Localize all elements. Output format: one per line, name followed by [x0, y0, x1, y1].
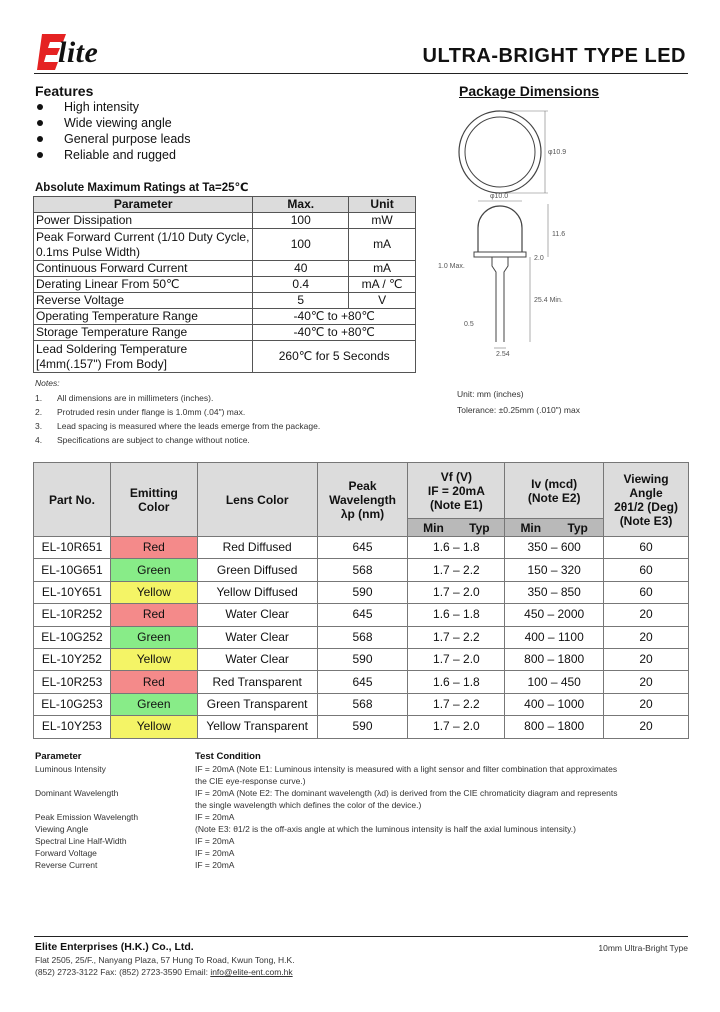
- body-diameter-label: φ10.0: [490, 193, 509, 200]
- ratings-table: [33, 196, 416, 373]
- ratings-header-cell: Max.: [253, 197, 349, 213]
- header-peak-wavelength: Peak Wavelength λp (nm): [317, 463, 408, 537]
- rating-max: -40℃ to +80℃: [253, 309, 416, 325]
- iv-cell: 450 – 2000: [505, 604, 604, 626]
- product-row: [34, 671, 689, 693]
- feature-item: Reliable and rugged: [36, 147, 190, 163]
- viewing-angle-cell: 20: [604, 671, 689, 693]
- iv-cell: 100 – 450: [505, 671, 604, 693]
- header-divider: [34, 73, 688, 74]
- lens-color-cell: Green Diffused: [197, 559, 317, 581]
- ratings-row: [34, 341, 416, 373]
- emitting-color-cell: Yellow: [110, 648, 197, 670]
- led-dome: [478, 206, 522, 252]
- peak-wavelength-cell: 568: [317, 626, 408, 648]
- product-row: [34, 626, 689, 648]
- lens-color-cell: Red Diffused: [197, 537, 317, 559]
- note-item: 3. Lead spacing is measured where the leads emerge from the package.: [35, 421, 321, 431]
- product-row: [34, 648, 689, 670]
- part-no-cell: EL-10G253: [34, 693, 111, 715]
- viewing-angle-cell: 60: [604, 559, 689, 581]
- peak-wavelength-cell: 590: [317, 716, 408, 738]
- test-condition-row: Spectral Line Half-Width IF = 20mA: [35, 836, 235, 846]
- rating-max: -40℃ to +80℃: [253, 325, 416, 341]
- flange-label: 1.0 Max.: [438, 263, 465, 270]
- rating-param: Lead Soldering Temperature [4mm(.157") From Body]: [34, 341, 253, 373]
- emitting-color-cell: Red: [110, 671, 197, 693]
- product-row: [34, 581, 689, 603]
- viewing-angle-cell: 20: [604, 604, 689, 626]
- part-no-cell: EL-10Y253: [34, 716, 111, 738]
- vf-cell: 1.7 – 2.2: [408, 626, 505, 648]
- part-no-cell: EL-10R253: [34, 671, 111, 693]
- lens-color-cell: Green Transparent: [197, 693, 317, 715]
- led-flange: [474, 252, 526, 257]
- part-no-cell: EL-10Y252: [34, 648, 111, 670]
- lens-color-cell: Water Clear: [197, 648, 317, 670]
- iv-min-typ: Min Typ: [505, 519, 604, 537]
- rating-param: Power Dissipation: [34, 213, 253, 229]
- rating-max: 0.4: [253, 277, 349, 293]
- company-contact: (852) 2723-3122 Fax: (852) 2723-3590 Email: info@elite-ent.com.hk: [35, 967, 293, 977]
- notes-list: [35, 391, 320, 447]
- viewing-angle-cell: 20: [604, 693, 689, 715]
- rating-max: 100: [253, 213, 349, 229]
- lead-width-label: 0.5: [464, 321, 474, 328]
- rating-param: Peak Forward Current (1/10 Duty Cycle, 0.1ms Pulse Width): [34, 229, 253, 261]
- iv-cell: 150 – 320: [505, 559, 604, 581]
- lens-color-cell: Water Clear: [197, 626, 317, 648]
- elite-logo: [36, 30, 136, 74]
- rating-unit: mA: [349, 229, 416, 261]
- note-item: 2. Protruded resin under flange is 1.0mm (.04") max.: [35, 407, 246, 417]
- part-no-cell: EL-10G252: [34, 626, 111, 648]
- vf-cell: 1.6 – 1.8: [408, 671, 505, 693]
- rating-max: 40: [253, 261, 349, 277]
- package-dimensions-title: Package Dimensions: [459, 83, 600, 99]
- lens-color-cell: Yellow Transparent: [197, 716, 317, 738]
- peak-wavelength-cell: 568: [317, 559, 408, 581]
- viewing-angle-cell: 20: [604, 648, 689, 670]
- viewing-angle-cell: 60: [604, 581, 689, 603]
- rating-param: Operating Temperature Range: [34, 309, 253, 325]
- notes-title: Notes:: [35, 378, 60, 388]
- product-row: [34, 693, 689, 715]
- lead-length-label: 25.4 Min.: [534, 297, 563, 304]
- test-condition-row: Dominant Wavelength IF = 20mA (Note E2: The dominant wavelength (λd) is derived from the CIE chromaticity diagram and represents: [35, 788, 618, 798]
- ratings-row: [34, 325, 416, 341]
- emitting-color-cell: Red: [110, 537, 197, 559]
- lens-color-cell: Red Transparent: [197, 671, 317, 693]
- vf-cell: 1.6 – 1.8: [408, 537, 505, 559]
- test-conditions-header: Parameter Test Condition: [35, 751, 261, 762]
- feature-item: General purpose leads: [36, 131, 190, 147]
- peak-wavelength-cell: 590: [317, 581, 408, 603]
- test-condition-row: the single wavelength which defines the color of the device.): [195, 800, 422, 810]
- logo-text: lite: [58, 36, 99, 69]
- peak-wavelength-cell: 590: [317, 648, 408, 670]
- emitting-color-cell: Green: [110, 559, 197, 581]
- test-condition-row: Peak Emission Wavelength IF = 20mA: [35, 812, 235, 822]
- header-viewing-angle: Viewing Angle 2θ1/2 (Deg) (Note E3): [604, 463, 689, 537]
- header-lens-color: Lens Color: [197, 463, 317, 537]
- product-row: [34, 604, 689, 626]
- part-no-cell: EL-10R252: [34, 604, 111, 626]
- vf-cell: 1.7 – 2.2: [408, 559, 505, 581]
- company-name: Elite Enterprises (H.K.) Co., Ltd.: [35, 941, 194, 953]
- products-body: [34, 537, 689, 739]
- emitting-color-cell: Green: [110, 693, 197, 715]
- features-list: [36, 99, 190, 163]
- vf-cell: 1.7 – 2.0: [408, 581, 505, 603]
- iv-cell: 400 – 1100: [505, 626, 604, 648]
- peak-wavelength-cell: 568: [317, 693, 408, 715]
- tolerance-note: Tolerance: ±0.25mm (.010") max: [457, 405, 580, 415]
- features-title: Features: [35, 83, 94, 99]
- iv-cell: 800 – 1800: [505, 648, 604, 670]
- header-part-no: Part No.: [34, 463, 111, 537]
- rating-unit: mA: [349, 261, 416, 277]
- vf-min-typ: Min Typ: [408, 519, 505, 537]
- header-iv: Iv (mcd) (Note E2): [505, 463, 604, 519]
- rating-param: Storage Temperature Range: [34, 325, 253, 341]
- note-item: 4. Specifications are subject to change without notice.: [35, 435, 250, 445]
- iv-cell: 400 – 1000: [505, 693, 604, 715]
- test-condition-row: Reverse Current IF = 20mA: [35, 860, 235, 870]
- outer-diameter-label: φ10.9: [548, 149, 567, 156]
- vf-cell: 1.7 – 2.0: [408, 648, 505, 670]
- header-vf: Vf (V) IF = 20mA (Note E1): [408, 463, 505, 519]
- vf-cell: 1.7 – 2.0: [408, 716, 505, 738]
- rating-unit: V: [349, 293, 416, 309]
- unit-note: Unit: mm (inches): [457, 389, 524, 399]
- rating-max: 100: [253, 229, 349, 261]
- ratings-row: [34, 277, 416, 293]
- viewing-angle-cell: 20: [604, 716, 689, 738]
- part-no-cell: EL-10R651: [34, 537, 111, 559]
- company-address: Flat 2505, 25/F., Nanyang Plaza, 57 Hung To Road, Kwun Tong, H.K.: [35, 955, 295, 965]
- ratings-title: Absolute Maximum Ratings at Ta=25℃: [35, 182, 249, 194]
- rating-param: Derating Linear From 50℃: [34, 277, 253, 293]
- rating-max: 260℃ for 5 Seconds: [253, 341, 416, 373]
- emitting-color-cell: Yellow: [110, 716, 197, 738]
- emitting-color-cell: Green: [110, 626, 197, 648]
- top-view-inner-circle: [465, 117, 535, 187]
- lead-spread-label: 2.0: [534, 255, 544, 262]
- part-no-cell: EL-10Y651: [34, 581, 111, 603]
- top-view-outer-circle: [459, 111, 541, 193]
- emitting-color-cell: Red: [110, 604, 197, 626]
- products-table: [33, 462, 689, 739]
- viewing-angle-cell: 60: [604, 537, 689, 559]
- rating-param: Continuous Forward Current: [34, 261, 253, 277]
- product-row: [34, 537, 689, 559]
- ratings-header-cell: Unit: [349, 197, 416, 213]
- header-emitting-color: Emitting Color: [110, 463, 197, 537]
- peak-wavelength-cell: 645: [317, 604, 408, 626]
- iv-cell: 350 – 850: [505, 581, 604, 603]
- peak-wavelength-cell: 645: [317, 537, 408, 559]
- test-condition-row: the CIE eye-response curve.): [195, 776, 306, 786]
- ratings-row: [34, 229, 416, 261]
- product-type-label: 10mm Ultra-Bright Type: [598, 943, 688, 953]
- ratings-row: [34, 261, 416, 277]
- lens-color-cell: Water Clear: [197, 604, 317, 626]
- product-row: [34, 559, 689, 581]
- ratings-header-cell: Parameter: [34, 197, 253, 213]
- rating-unit: mA / ℃: [349, 277, 416, 293]
- emitting-color-cell: Yellow: [110, 581, 197, 603]
- package-drawing: [430, 106, 610, 358]
- lead-right: [504, 257, 508, 342]
- test-condition-row: Forward Voltage IF = 20mA: [35, 848, 235, 858]
- vf-cell: 1.7 – 2.2: [408, 693, 505, 715]
- test-condition-row: Viewing Angle (Note E3: θ1/2 is the off-axis angle at which the luminous intensity is half the axial luminous intensity.): [35, 824, 576, 834]
- rating-unit: mW: [349, 213, 416, 229]
- lens-color-cell: Yellow Diffused: [197, 581, 317, 603]
- ratings-row: [34, 309, 416, 325]
- ratings-row: [34, 293, 416, 309]
- feature-item: Wide viewing angle: [36, 115, 190, 131]
- iv-cell: 800 – 1800: [505, 716, 604, 738]
- ratings-header-row: [34, 197, 416, 213]
- rating-max: 5: [253, 293, 349, 309]
- lead-left: [492, 257, 496, 342]
- pitch-label: 2.54: [496, 351, 510, 358]
- part-no-cell: EL-10G651: [34, 559, 111, 581]
- rating-param: Reverse Voltage: [34, 293, 253, 309]
- document-title: ULTRA-BRIGHT TYPE LED: [422, 45, 686, 67]
- vf-cell: 1.6 – 1.8: [408, 604, 505, 626]
- peak-wavelength-cell: 645: [317, 671, 408, 693]
- note-item: 1. All dimensions are in millimeters (inches).: [35, 393, 214, 403]
- email-link[interactable]: info@elite-ent.com.hk: [210, 967, 293, 977]
- product-row: [34, 716, 689, 738]
- viewing-angle-cell: 20: [604, 626, 689, 648]
- footer-divider: [34, 936, 688, 937]
- test-conditions: [35, 751, 690, 871]
- products-header-row: [34, 463, 689, 519]
- height-label: 11.6: [552, 231, 566, 238]
- test-condition-row: Luminous Intensity IF = 20mA (Note E1: Luminous intensity is measured with a light sensor and filter combination that approximates: [35, 764, 618, 774]
- iv-cell: 350 – 600: [505, 537, 604, 559]
- ratings-row: [34, 213, 416, 229]
- feature-item: High intensity: [36, 99, 190, 115]
